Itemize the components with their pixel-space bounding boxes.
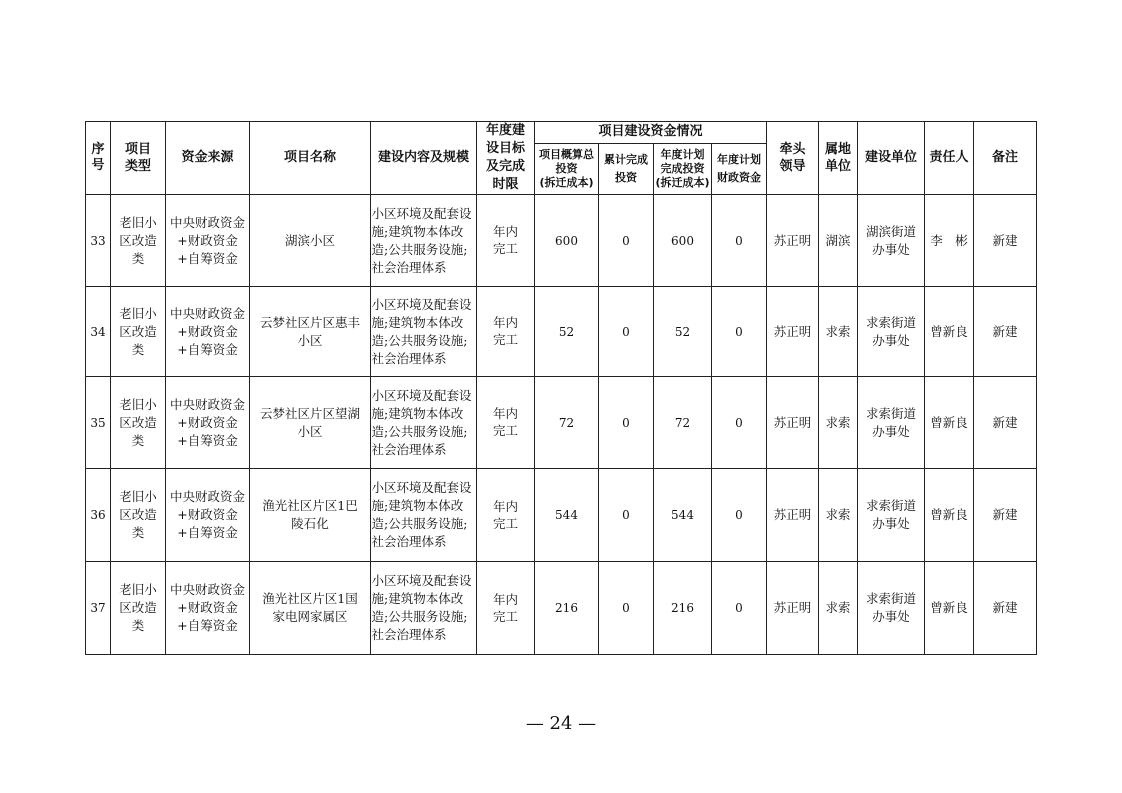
header-funding: 资金来源 — [166, 122, 250, 195]
row-name: 湖滨小区 — [250, 195, 371, 287]
row-fiscal: 0 — [712, 377, 767, 469]
row-budget: 52 — [535, 287, 599, 377]
header-leader: 牵头领导 — [767, 122, 819, 195]
project-table — [85, 121, 1037, 655]
table-row — [86, 195, 1037, 287]
row-seq: 34 — [86, 287, 111, 377]
row-deadline: 年内完工 — [477, 287, 535, 377]
row-name: 渔光社区片区1国家电网家属区 — [250, 562, 371, 655]
row-fiscal: 0 — [712, 195, 767, 287]
row-person: 李 彬 — [925, 195, 974, 287]
row-content: 小区环境及配套设施;建筑物本体改造;公共服务设施;社会治理体系 — [371, 287, 477, 377]
row-name: 云梦社区片区惠丰小区 — [250, 287, 371, 377]
header-seq: 序号 — [86, 122, 111, 195]
row-content: 小区环境及配套设施;建筑物本体改造;公共服务设施;社会治理体系 — [371, 377, 477, 469]
row-remark: 新建 — [974, 195, 1037, 287]
table-row — [86, 562, 1037, 655]
row-seq: 36 — [86, 469, 111, 562]
row-leader: 苏正明 — [767, 469, 819, 562]
row-plan: 544 — [654, 469, 712, 562]
row-district: 求索 — [819, 287, 858, 377]
row-funding: 中央财政资金+财政资金+自筹资金 — [166, 377, 250, 469]
row-builder: 求索街道办事处 — [858, 562, 925, 655]
row-cumulative: 0 — [599, 195, 654, 287]
row-person: 曾新良 — [925, 377, 974, 469]
header-name: 项目名称 — [250, 122, 371, 195]
row-budget: 600 — [535, 195, 599, 287]
table-row — [86, 377, 1037, 469]
row-funding: 中央财政资金+财政资金+自筹资金 — [166, 562, 250, 655]
row-budget: 544 — [535, 469, 599, 562]
row-deadline: 年内完工 — [477, 195, 535, 287]
header-builder: 建设单位 — [858, 122, 925, 195]
row-builder: 湖滨街道办事处 — [858, 195, 925, 287]
row-seq: 35 — [86, 377, 111, 469]
header-content: 建设内容及规模 — [371, 122, 477, 195]
row-fiscal: 0 — [712, 562, 767, 655]
row-content: 小区环境及配套设施;建筑物本体改造;公共服务设施;社会治理体系 — [371, 195, 477, 287]
row-budget: 216 — [535, 562, 599, 655]
page-number: — 24 — — [525, 713, 597, 734]
row-cumulative: 0 — [599, 377, 654, 469]
row-district: 求索 — [819, 562, 858, 655]
row-type: 老旧小区改造类 — [111, 287, 166, 377]
row-fiscal: 0 — [712, 469, 767, 562]
row-builder: 求索街道办事处 — [858, 377, 925, 469]
header-cumulative: 累计完成投资 — [599, 143, 654, 194]
row-type: 老旧小区改造类 — [111, 195, 166, 287]
row-person: 曾新良 — [925, 562, 974, 655]
row-plan: 600 — [654, 195, 712, 287]
row-name: 渔光社区片区1巴陵石化 — [250, 469, 371, 562]
row-leader: 苏正明 — [767, 377, 819, 469]
row-content: 小区环境及配套设施;建筑物本体改造;公共服务设施;社会治理体系 — [371, 562, 477, 655]
header-person: 责任人 — [925, 122, 974, 195]
table-row — [86, 287, 1037, 377]
row-person: 曾新良 — [925, 287, 974, 377]
header-deadline: 年度建设目标及完成时限 — [477, 122, 535, 195]
row-type: 老旧小区改造类 — [111, 562, 166, 655]
row-plan: 216 — [654, 562, 712, 655]
row-seq: 33 — [86, 195, 111, 287]
header-type: 项目类型 — [111, 122, 166, 195]
row-deadline: 年内完工 — [477, 377, 535, 469]
row-cumulative: 0 — [599, 287, 654, 377]
row-remark: 新建 — [974, 377, 1037, 469]
row-leader: 苏正明 — [767, 287, 819, 377]
row-person: 曾新良 — [925, 469, 974, 562]
row-budget: 72 — [535, 377, 599, 469]
row-remark: 新建 — [974, 562, 1037, 655]
header-investment-group: 项目建设资金情况 — [535, 122, 767, 144]
row-name: 云梦社区片区望湖小区 — [250, 377, 371, 469]
row-plan: 72 — [654, 377, 712, 469]
row-content: 小区环境及配套设施;建筑物本体改造;公共服务设施;社会治理体系 — [371, 469, 477, 562]
row-type: 老旧小区改造类 — [111, 377, 166, 469]
row-fiscal: 0 — [712, 287, 767, 377]
table-row — [86, 469, 1037, 562]
row-remark: 新建 — [974, 287, 1037, 377]
row-deadline: 年内完工 — [477, 469, 535, 562]
row-remark: 新建 — [974, 469, 1037, 562]
header-fiscal: 年度计划财政资金 — [712, 143, 767, 194]
row-district: 湖滨 — [819, 195, 858, 287]
row-leader: 苏正明 — [767, 562, 819, 655]
row-funding: 中央财政资金+财政资金+自筹资金 — [166, 469, 250, 562]
row-plan: 52 — [654, 287, 712, 377]
row-builder: 求索街道办事处 — [858, 287, 925, 377]
header-budget: 项目概算总 投资 (拆迁成本) — [535, 143, 599, 194]
row-cumulative: 0 — [599, 562, 654, 655]
row-funding: 中央财政资金+财政资金+自筹资金 — [166, 195, 250, 287]
row-type: 老旧小区改造类 — [111, 469, 166, 562]
header-district: 属地单位 — [819, 122, 858, 195]
header-remark: 备注 — [974, 122, 1037, 195]
header-plan: 年度计划 完成投资 (拆迁成本) — [654, 143, 712, 194]
row-leader: 苏正明 — [767, 195, 819, 287]
header-row-top — [86, 122, 1037, 144]
row-seq: 37 — [86, 562, 111, 655]
row-deadline: 年内完工 — [477, 562, 535, 655]
row-cumulative: 0 — [599, 469, 654, 562]
row-builder: 求索街道办事处 — [858, 469, 925, 562]
row-funding: 中央财政资金+财政资金+自筹资金 — [166, 287, 250, 377]
row-district: 求索 — [819, 469, 858, 562]
row-district: 求索 — [819, 377, 858, 469]
